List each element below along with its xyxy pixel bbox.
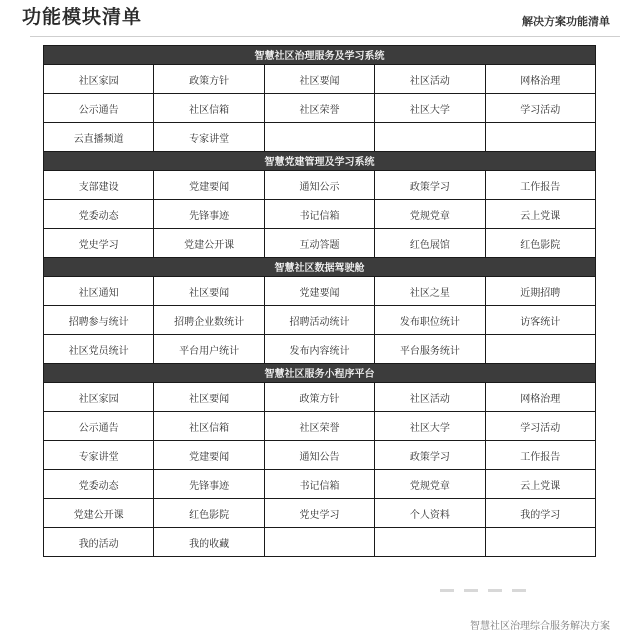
module-cell: 平台服务统计 [375,335,485,364]
module-cell: 云上党课 [485,200,595,229]
module-cell: 党委动态 [44,200,154,229]
module-row [44,94,596,123]
module-cell: 书记信箱 [264,200,374,229]
section-title-cell [44,258,596,277]
module-cell: 招聘参与统计 [44,306,154,335]
module-cell: 社区荣誉 [264,94,374,123]
module-cell: 社区家园 [44,383,154,412]
module-cell: 支部建设 [44,171,154,200]
module-cell: 公示通告 [44,412,154,441]
module-cell: 专家讲堂 [154,123,264,152]
empty-cell [264,528,374,557]
module-row [44,335,596,364]
module-cell: 党建公开课 [154,229,264,258]
module-cell: 红色展馆 [375,229,485,258]
module-cell: 社区信箱 [154,94,264,123]
section-header [44,258,596,277]
section-title: 智慧党建管理及学习系统 [264,156,375,168]
empty-cell [264,123,374,152]
section-title-cell [44,46,596,65]
module-cell: 社区大学 [375,412,485,441]
watermark-marks [440,586,590,594]
module-cell: 红色影院 [154,499,264,528]
module-cell: 专家讲堂 [44,441,154,470]
module-cell: 社区信箱 [154,412,264,441]
module-row [44,171,596,200]
module-cell: 招聘活动统计 [264,306,374,335]
module-row [44,383,596,412]
module-cell: 政策学习 [375,441,485,470]
module-cell: 公示通告 [44,94,154,123]
section-header [44,46,596,65]
module-cell: 党建要闻 [154,171,264,200]
module-table-body [44,46,596,557]
section-header [44,364,596,383]
module-row [44,441,596,470]
module-cell: 党建要闻 [154,441,264,470]
module-cell: 我的收藏 [154,528,264,557]
module-cell: 网格治理 [485,383,595,412]
module-cell: 社区要闻 [264,65,374,94]
module-cell: 党规党章 [375,470,485,499]
module-cell: 党建公开课 [44,499,154,528]
section-title-cell [44,364,596,383]
section-title: 智慧社区治理服务及学习系统 [254,50,385,62]
module-cell: 互动答题 [264,229,374,258]
module-cell: 书记信箱 [264,470,374,499]
module-cell: 我的活动 [44,528,154,557]
module-cell: 党史学习 [264,499,374,528]
module-cell: 社区通知 [44,277,154,306]
page-title: 功能模块清单 [22,6,143,28]
empty-cell [375,528,485,557]
module-cell: 政策方针 [264,383,374,412]
empty-cell [485,335,595,364]
module-cell: 党建要闻 [264,277,374,306]
module-cell: 社区之星 [375,277,485,306]
module-cell: 先锋事迹 [154,200,264,229]
section-title-cell [44,152,596,171]
section-title: 智慧社区数据驾驶舱 [274,262,365,274]
module-cell: 社区要闻 [154,383,264,412]
empty-cell [485,528,595,557]
module-row [44,412,596,441]
module-cell: 个人资料 [375,499,485,528]
empty-cell [485,123,595,152]
module-cell: 发布职位统计 [375,306,485,335]
module-cell: 通知公示 [264,171,374,200]
module-cell: 社区荣誉 [264,412,374,441]
module-row [44,277,596,306]
function-module-table [43,45,596,557]
module-cell: 发布内容统计 [264,335,374,364]
module-row [44,200,596,229]
module-cell: 红色影院 [485,229,595,258]
footer-note: 智慧社区治理综合服务解决方案 [470,621,610,632]
module-cell: 工作报告 [485,171,595,200]
module-cell: 政策方针 [154,65,264,94]
module-cell: 社区大学 [375,94,485,123]
module-cell: 党规党章 [375,200,485,229]
module-row [44,229,596,258]
module-cell: 党委动态 [44,470,154,499]
module-cell: 党史学习 [44,229,154,258]
section-header [44,152,596,171]
module-row [44,65,596,94]
module-cell: 社区活动 [375,65,485,94]
module-cell: 招聘企业数统计 [154,306,264,335]
module-cell: 云上党课 [485,470,595,499]
module-row [44,499,596,528]
module-cell: 学习活动 [485,412,595,441]
module-cell: 政策学习 [375,171,485,200]
module-cell: 云直播频道 [44,123,154,152]
module-cell: 通知公告 [264,441,374,470]
module-cell: 我的学习 [485,499,595,528]
module-row [44,306,596,335]
module-cell: 社区家园 [44,65,154,94]
page-subtitle: 解决方案功能清单 [522,15,610,28]
module-cell: 平台用户统计 [154,335,264,364]
header-divider [30,36,620,37]
module-cell: 社区要闻 [154,277,264,306]
module-cell: 学习活动 [485,94,595,123]
module-row [44,528,596,557]
module-row [44,123,596,152]
empty-cell [375,123,485,152]
module-cell: 社区党员统计 [44,335,154,364]
module-cell: 近期招聘 [485,277,595,306]
module-cell: 先锋事迹 [154,470,264,499]
module-row [44,470,596,499]
module-cell: 社区活动 [375,383,485,412]
module-cell: 访客统计 [485,306,595,335]
section-title: 智慧社区服务小程序平台 [264,368,375,380]
module-cell: 工作报告 [485,441,595,470]
module-cell: 网格治理 [485,65,595,94]
